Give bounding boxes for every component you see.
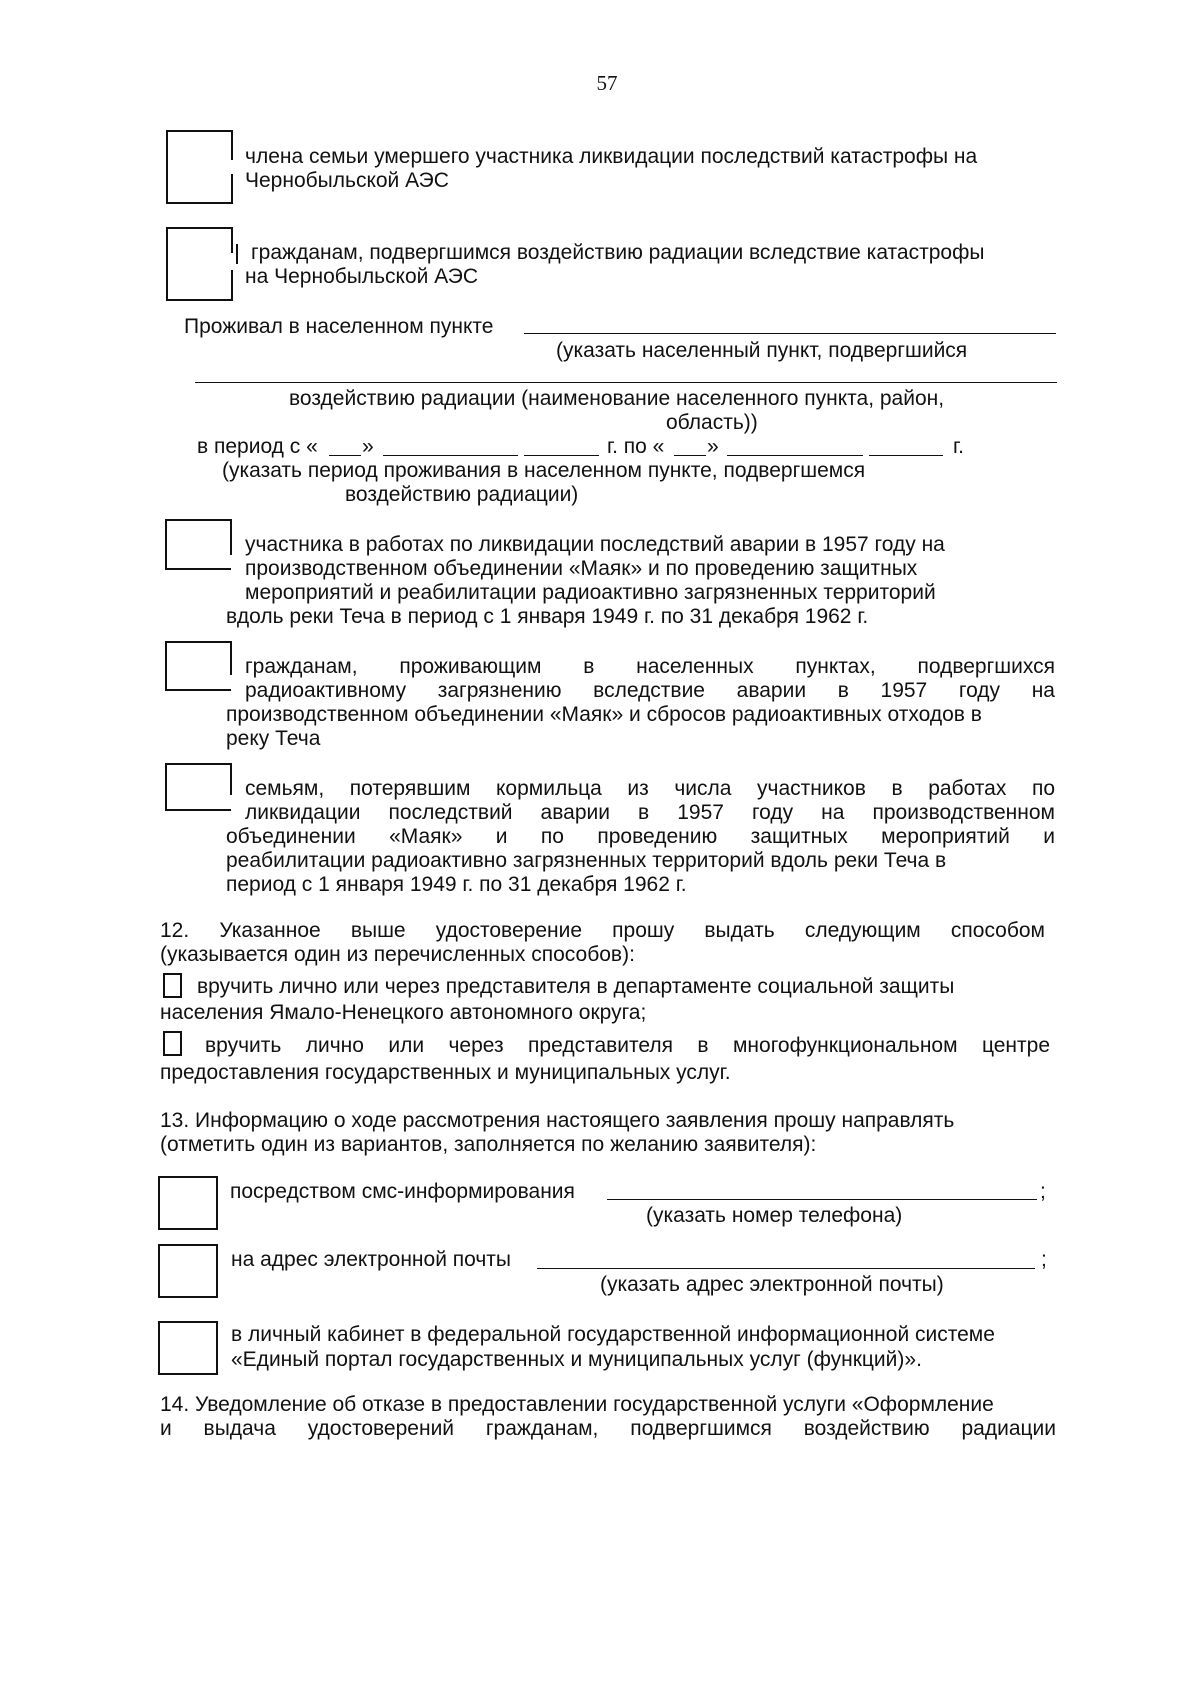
checkbox-edge	[231, 270, 233, 301]
section12-heading: 12. Указанное выше удостоверение прошу выдать следующим способом	[160, 919, 1045, 942]
period-to-day-field[interactable]	[674, 455, 706, 456]
mayak-participant-line: производственном объединении «Маяк» и по проведению защитных	[245, 557, 918, 580]
checkbox-edge	[231, 130, 233, 160]
email-field[interactable]	[537, 1268, 1035, 1269]
mayak-residents-line: радиоактивному загрязнению вследствие аварии в 1957 году на	[245, 679, 1055, 702]
checkbox-sms[interactable]	[158, 1176, 218, 1230]
section13-heading: 13. Информацию о ходе рассмотрения настоящего заявления прошу направлять	[160, 1109, 955, 1132]
period-from-label: в период с «	[197, 435, 318, 458]
phone-number-field[interactable]	[607, 1199, 1037, 1200]
sms-label: посредством смс-информирования	[230, 1180, 575, 1203]
chernobyl-family-line: члена семьи умершего участника ликвидации последствий катастрофы на	[245, 145, 978, 168]
quote-close: »	[362, 435, 374, 458]
email-hint: (указать адрес электронной почты)	[600, 1273, 944, 1296]
period-to-year-field[interactable]	[869, 455, 943, 456]
mayak-residents-line: производственном объединении «Маяк» и сбросов радиоактивных отходов в	[226, 703, 982, 726]
checkbox-chernobyl-family[interactable]	[166, 130, 232, 204]
chernobyl-exposed-line: на Чернобыльской АЭС	[245, 265, 479, 288]
residence-settlement-field-2[interactable]	[195, 382, 1057, 383]
chernobyl-family-line: Чернобыльской АЭС	[245, 169, 449, 192]
mayak-participant-line: мероприятий и реабилитации радиоактивно загрязненных территорий	[245, 581, 936, 604]
checkbox-email[interactable]	[158, 1244, 218, 1298]
residence-hint: воздействию радиации (наименование населенного пункта, район,	[289, 387, 945, 410]
checkbox-chernobyl-exposed[interactable]	[166, 227, 232, 301]
checkbox-edge	[231, 174, 233, 204]
quote-close: »	[707, 435, 719, 458]
residence-settlement-field[interactable]	[524, 333, 1056, 334]
period-hint: воздействию радиации)	[345, 483, 579, 506]
mayak-families-line: семьям, потерявшим кормильца из числа участников в работах по	[245, 777, 1055, 800]
checkbox-deliver-mfc[interactable]	[163, 1031, 182, 1056]
year-mark: г.	[953, 435, 964, 458]
period-from-day-field[interactable]	[329, 455, 361, 456]
period-to-label: г. по «	[607, 435, 665, 458]
section12-option-department: населения Ямало-Ненецкого автономного округа;	[160, 1001, 647, 1024]
checkbox-portal[interactable]	[158, 1321, 218, 1375]
residence-hint: область))	[666, 411, 758, 434]
checkbox-edge	[231, 227, 233, 253]
checkbox-edge	[236, 244, 238, 264]
mayak-families-line: период с 1 января 1949 г. по 31 декабря 1962 г.	[226, 873, 687, 896]
email-end: ;	[1041, 1248, 1047, 1271]
section14-text: 14. Уведомление об отказе в предоставлении государственной услуги «Оформление	[160, 1393, 994, 1416]
section12-option-mfc: предоставления государственных и муниципальных услуг.	[160, 1061, 731, 1084]
section12-option-department: вручить лично или через представителя в департаменте социальной защиты	[197, 975, 955, 998]
mayak-residents-line: реку Теча	[226, 727, 321, 750]
checkbox-mayak-families[interactable]	[165, 763, 231, 811]
residence-label: Проживал в населенном пункте	[184, 315, 494, 338]
mayak-participant-line: участника в работах по ликвидации последствий аварии в 1957 году на	[245, 533, 945, 556]
mayak-participant-line: вдоль реки Теча в период с 1 января 1949 г. по 31 декабря 1962 г.	[226, 605, 869, 628]
sms-hint: (указать номер телефона)	[646, 1204, 903, 1227]
section14-text: и выдача удостоверений гражданам, подвергшимся воздействию радиации	[160, 1417, 1056, 1440]
period-hint: (указать период проживания в населенном пункте, подвергшемся	[222, 459, 866, 482]
period-to-month-field[interactable]	[727, 455, 863, 456]
residence-hint: (указать населенный пункт, подвергшийся	[556, 339, 968, 362]
portal-option: в личный кабинет в федеральной государственной информационной системе	[231, 1323, 995, 1346]
sms-end: ;	[1040, 1180, 1046, 1203]
period-from-month-field[interactable]	[383, 455, 518, 456]
section13-heading: (отметить один из вариантов, заполняется по желанию заявителя):	[160, 1133, 817, 1156]
section12-heading: (указывается один из перечисленных способов):	[160, 943, 635, 966]
checkbox-mayak-residents[interactable]	[165, 641, 231, 691]
mayak-families-line: объединении «Маяк» и по проведению защитных мероприятий и	[226, 825, 1055, 848]
checkbox-edge	[230, 519, 232, 555]
checkbox-edge	[230, 763, 232, 795]
email-label: на адрес электронной почты	[231, 1248, 512, 1271]
page-number: 57	[596, 71, 618, 95]
checkbox-mayak-participant[interactable]	[165, 519, 231, 570]
portal-option: «Единый портал государственных и муниципальных услуг (функций)».	[231, 1348, 922, 1371]
checkbox-edge	[230, 641, 232, 675]
period-from-year-field[interactable]	[524, 455, 599, 456]
section12-option-mfc: вручить лично или через представителя в многофункциональном центре	[205, 1034, 1050, 1057]
mayak-families-line: реабилитации радиоактивно загрязненных территорий вдоль реки Теча в	[226, 849, 947, 872]
mayak-residents-line: гражданам, проживающим в населенных пунктах, подвергшихся	[245, 655, 1055, 678]
mayak-families-line: ликвидации последствий аварии в 1957 году на производственном	[245, 801, 1055, 824]
chernobyl-exposed-line: гражданам, подвергшимся воздействию радиации вследствие катастрофы	[251, 241, 985, 264]
checkbox-deliver-department[interactable]	[163, 973, 182, 998]
